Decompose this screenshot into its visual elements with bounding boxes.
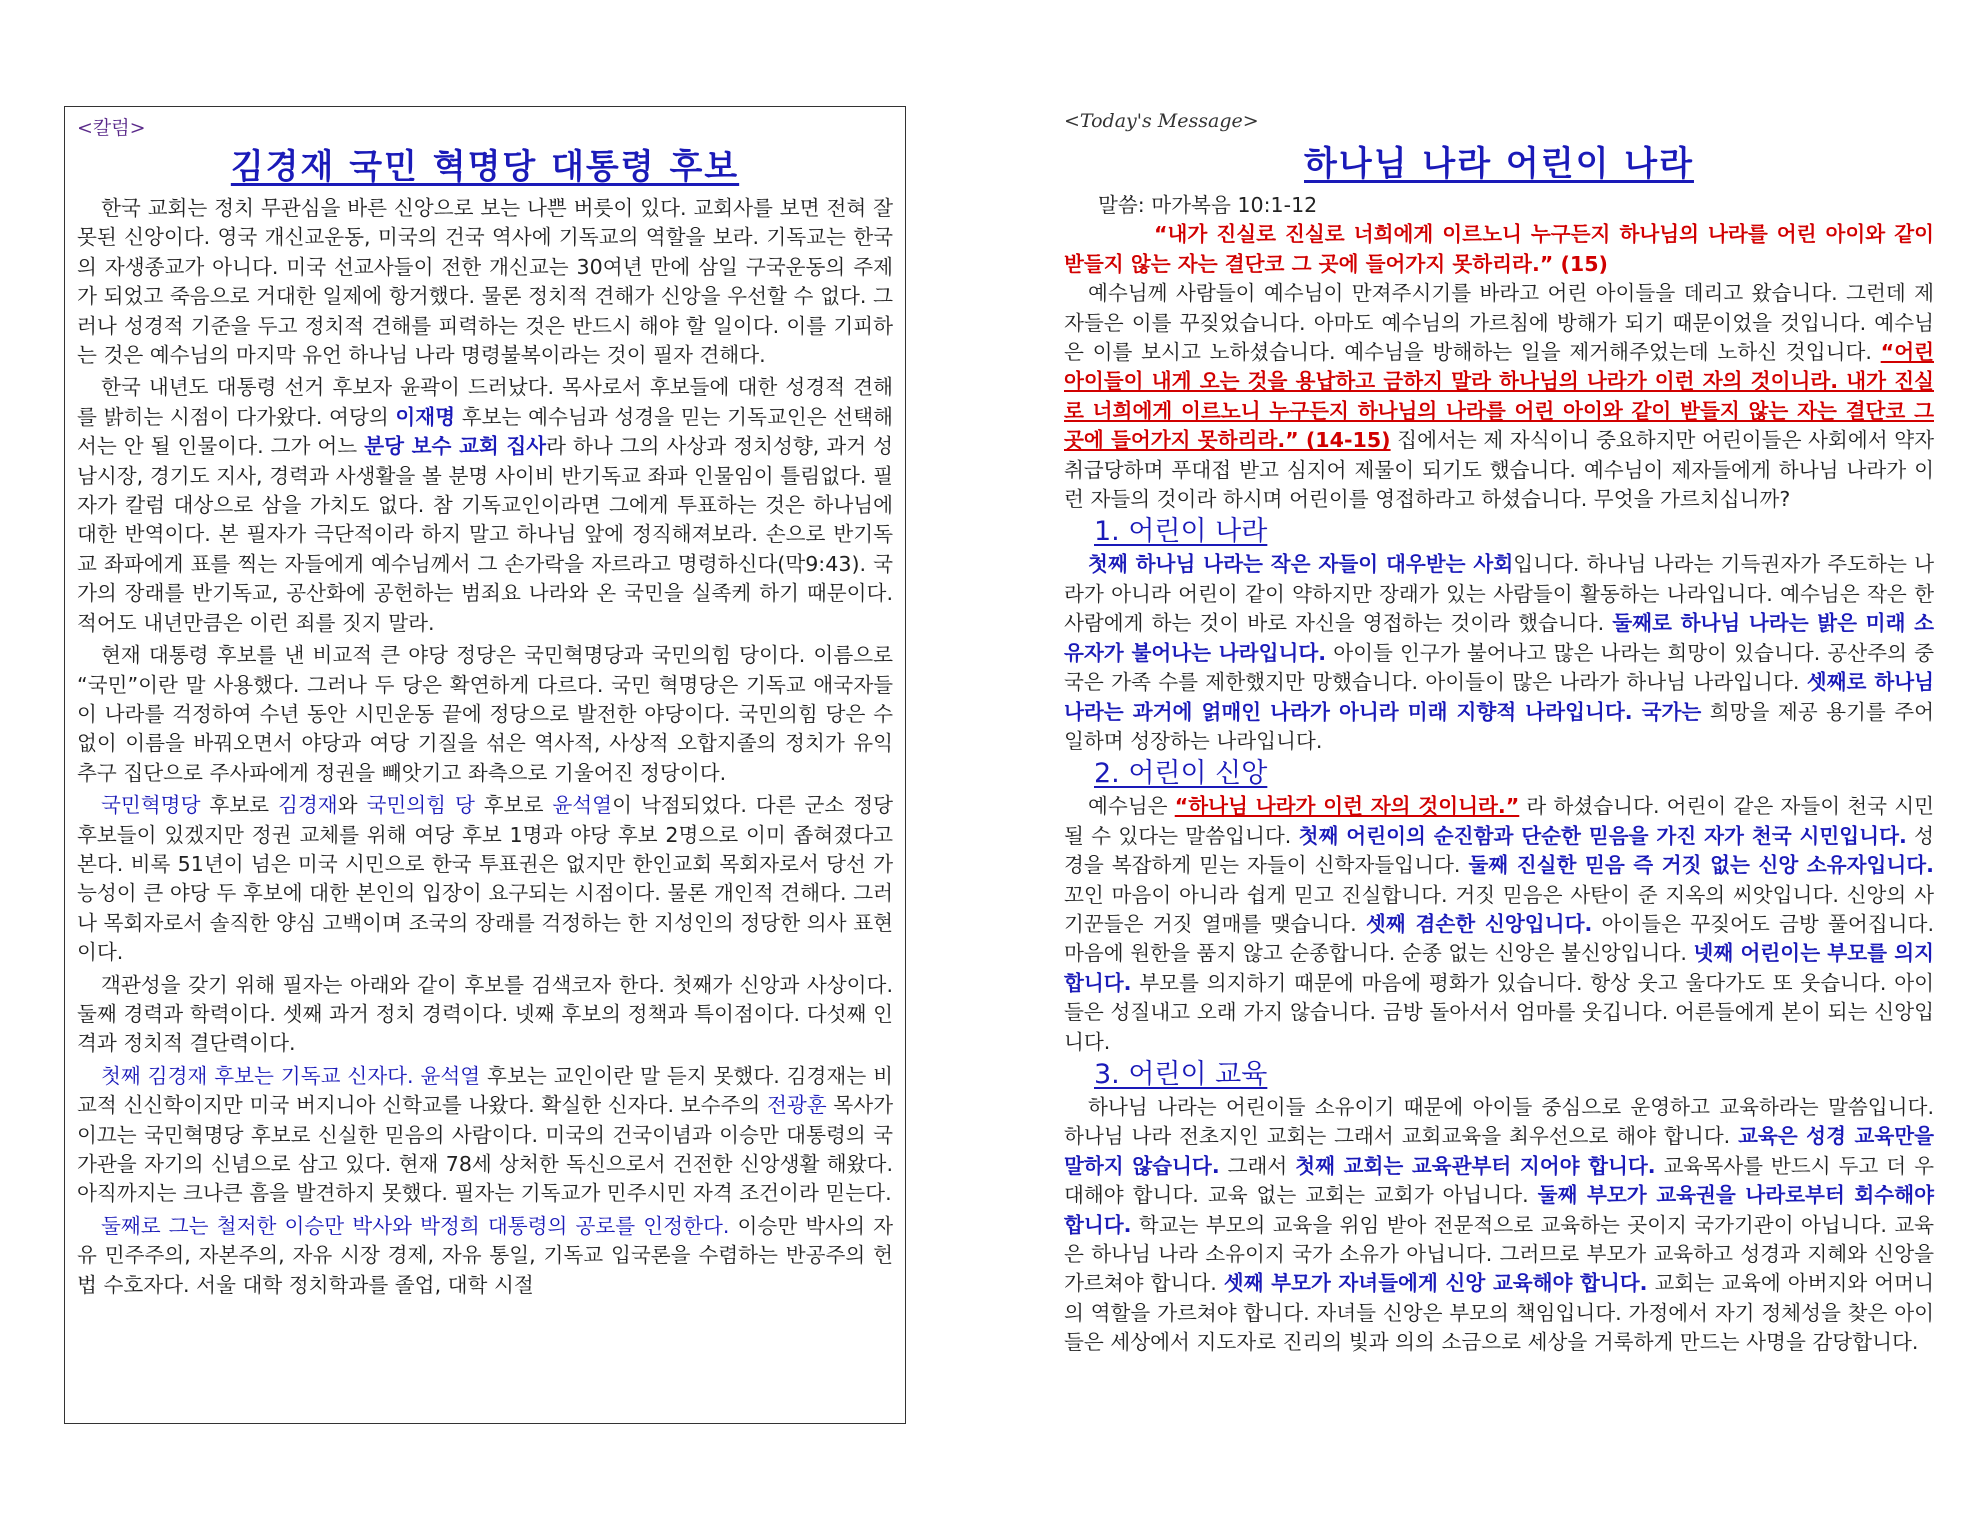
section-3-heading: 3. 어린이 교육 [1094,1058,1268,1090]
message-tag: <Today's Message> [1064,110,1259,132]
column-paragraph-6: 첫째 김경재 후보는 기독교 신자다. 윤석열 후보는 교인이란 말 듣지 못했다. 김경재는 비교적 신신학이지만 미국 버지니아 신학교를 나왔다. 확실한 신자다. 보수주의 전광훈 목사가 이끄는 국민혁명당 후보로 신실한 믿음의 사람이다. 미국의 건국이념과 이승만 대통령의 국가관을 자기의 신념으로 삼고 있다. 현재 78세 상처한 독신으로서 건전한 신앙생활 해왔다. 아직까지는 크나큰 흠을 발견하지 못했다. 필자는 기독교가 민주시민 자격 조건이라 믿는다. [77,1063,894,1206]
section-2-body: 예수님은 “하나님 나라가 이런 자의 것이니라.” 라 하셨습니다. 어린이 같은 자들이 천국 시민 될 수 있다는 말씀입니다. 첫째 어린이의 순진함과 단순한 믿음을 가진 자가 천국 시민입니다. 성경을 복잡하게 믿는 자들이 신학자들입니다. 둘째 진실한 믿음 즉 거짓 없는 신앙 소유자입니다. 꼬인 마음이 아니라 쉽게 믿고 진실합니다. 거짓 믿음은 사탄이 준 지옥의 씨앗입니다. 신앙의 사기꾼들은 거짓 열매를 맺습니다. 셋째 겸손한 신앙입니다. 아이들은 꾸짖어도 금방 풀어집니다. 마음에 원한을 품지 않고 순종합니다. 순종 없는 신앙은 불신앙입니다. 넷째 어린이는 부모를 의지합니다. 부모를 의지하기 때문에 마음에 평화가 있습니다. 항상 웃고 울다가도 또 웃습니다. 아이들은 성질내고 오래 가지 않습니다. 금방 돌아서서 엄마를 웃깁니다. 어른들에게 본이 되는 신앙입니다. [1064,794,1934,1054]
section-2-heading: 2. 어린이 신앙 [1094,758,1268,790]
message-page [1064,106,1934,1424]
column-tag: <칼럼> [77,117,146,139]
message-intro: 예수님께 사람들이 예수님이 만져주시기를 바라고 어린 아이들을 데리고 왔습니다. 그런데 제자들은 이를 꾸짖었습니다. 아마도 예수님의 가르침에 방해가 되기 때문이었을 것입니다. 예수님은 이를 보시고 노하셨습니다. 예수님을 방해하는 일을 제거해주었는데 노하신 것입니다. “어린 아이들이 내게 오는 것을 용납하고 금하지 말라 하나님의 나라가 이런 자의 것이니라. 내가 진실로 너희에게 이르노니 누구든지 하나님의 나라를 어린 아이와 같이 받들지 않는 자는 결단코 그 곳에 들어가지 못하리라.” (14-15) 집에서는 제 자식이니 중요하지만 어린이들은 사회에서 약자 취급당하며 푸대접 받고 심지어 제물이 되기도 했습니다. 예수님이 제자들에게 하나님 나라가 이런 자들의 것이라 하시며 어린이를 영접하라고 하셨습니다. 무엇을 가르치십니까? [1064,281,1934,512]
section-3-body: 하나님 나라는 어린이들 소유이기 때문에 아이들 중심으로 운영하고 교육하라는 말씀입니다. 하나님 나라 전초지인 교회는 그래서 교회교육을 최우선으로 해야 합니다. 교육은 성경 교육만을 말하지 않습니다. 그래서 첫째 교회는 교육관부터 지어야 합니다. 교육목사를 반드시 두고 더 우대해야 합니다. 교육 없는 교회는 교회가 아닙니다. 둘째 부모가 교육권을 나라로부터 회수해야 합니다. 학교는 부모의 교육을 위임 받아 전문적으로 교육하는 곳이지 국가기관이 아닙니다. 교육은 하나님 나라 소유이지 국가 소유가 아닙니다. 그러므로 부모가 교육하고 성경과 지혜와 신앙을 가르쳐야 합니다. 셋째 부모가 자녀들에게 신앙 교육해야 합니다. 교회는 교육에 아버지와 어머니의 역할을 가르쳐야 합니다. 자녀들 신앙은 부모의 책임입니다. 가정에서 자기 정체성을 찾은 아이들은 세상에서 지도자로 진리의 빛과 의의 소금으로 세상을 거룩하게 만드는 사명을 감당합니다. [1064,1094,1935,1355]
message-title: 하나님 나라 어린이 나라 [1304,144,1694,184]
section-1-body: 첫째 하나님 나라는 작은 자들이 대우받는 사회입니다. 하나님 나라는 기득권자가 주도하는 나라가 아니라 어린이 같이 약하지만 장래가 있는 사람들이 활동하는 나라입니다. 예수님은 작은 한 사람에게 하는 것이 바로 자신을 영접하는 것이라 했습니다. 둘째로 하나님 나라는 밝은 미래 소유자가 불어나는 나라입니다. 아이들 인구가 불어나고 많은 나라는 희망이 있습니다. 공산주의 중국은 가족 수를 제한했지만 망했습니다. 아이들이 많은 나라가 하나님 나라입니다. 셋째로 하나님 나라는 과거에 얽매인 나라가 아니라 미래 지향적 나라입니다. 국가는 희망을 제공 용기를 주어 일하며 성장하는 나라입니다. [1064,552,1935,753]
key-verse: “내가 진실로 진실로 너희에게 이르노니 누구든지 하나님의 나라를 어린 아이와 같이 받들지 않는 자는 결단코 그 곳에 들어가지 못하리라.” (15) [1064,222,1934,276]
column-title: 김경재 국민 혁명당 대통령 후보 [230,147,740,187]
column-paragraph-3: 현재 대통령 후보를 낸 비교적 큰 야당 정당은 국민혁명당과 국민의힘 당이다. 이름으로 “국민”이란 말 사용했다. 그러나 두 당은 확연하게 다르다. 국민 혁명당은 기독교 애국자들이 나라를 걱정하여 수년 동안 시민운동 끝에 정당으로 발전한 야당이다. 국민의힘 당은 수없이 이름을 바꿔오면서 야당과 여당 기질을 섞은 역사적, 사상적 오합지졸의 정치가 유익 추구 집단으로 주사파에게 정권을 빼앗기고 좌측으로 기울어진 정당이다. [77,643,893,785]
section-1-heading: 1. 어린이 나라 [1094,516,1268,548]
column-paragraph-4: 국민혁명당 후보로 김경재와 국민의힘 당 후보로 윤석열이 낙점되었다. 다른 군소 정당 후보들이 있겠지만 정권 교체를 위해 여당 후보 1명과 야당 후보 2명으로 이미 좁혀졌다고 본다. 비록 51년이 넘은 미국 시민으로 한국 투표권은 없지만 한인교회 목회자로서 당선 가능성이 큰 야당 두 후보에 대한 본인의 입장이 요구되는 시점이다. 물론 개인적 견해다. 그러나 목회자로서 솔직한 양심 고백이며 조국의 장래를 걱정하는 한 지성인의 정당한 의사 표현이다. [77,793,893,965]
column-paragraph-5: 객관성을 갖기 위해 필자는 아래와 같이 후보를 검색코자 한다. 첫째가 신앙과 사상이다. 둘째 경력과 학력이다. 셋째 과거 정치 경력이다. 넷째 후보의 정책과 특이점이다. 다섯째 인격과 정치적 결단력이다. [77,972,893,1056]
scripture-reference: 말씀: 마가복음 10:1-12 [1098,193,1318,217]
column-paragraph-1: 한국 교회는 정치 무관심을 바른 신앙으로 보는 나쁜 버릇이 있다. 교회사를 보면 전혀 잘못된 신앙이다. 영국 개신교운동, 미국의 건국 역사에 기독교의 역할을 보라. 기독교는 한국의 자생종교가 아니다. 미국 선교사들이 전한 개신교는 30여년 만에 삼일 구국운동의 주제가 되었고 죽음으로 거대한 일제에 항거했다. 물론 정치적 견해가 신앙을 우선할 수 없다. 그러나 성경적 기준을 두고 정치적 견해를 피력하는 것은 반드시 해야 할 일이다. 이를 기피하는 것은 예수님의 마지막 유언 하나님 나라 명령불복이라는 것이 필자 견해다. [77,196,893,368]
column-paragraph-7: 둘째로 그는 철저한 이승만 박사와 박정희 대통령의 공로를 인정한다. 이승만 박사의 자유 민주주의, 자본주의, 자유 시장 경제, 자유 통일, 기독교 입국론을 수렴하는 반공주의 헌법 수호자다. 서울 대학 정치학과를 졸업, 대학 시절 [77,1213,893,1297]
column-paragraph-2: 한국 내년도 대통령 선거 후보자 윤곽이 드러났다. 목사로서 후보들에 대한 성경적 견해를 밝히는 시점이 다가왔다. 여당의 이재명 후보는 예수님과 성경을 믿는 기독교인은 선택해서는 안 될 인물이다. 그가 어느 분당 보수 교회 집사라 하나 그의 사상과 정치성향, 과거 성남시장, 경기도 지사, 경력과 사생활을 볼 분명 사이비 반기독교 좌파 인물임이 틀림없다. 필자가 칼럼 대상으로 삼을 가치도 없다. 참 기독교인이라면 그에게 투표하는 것은 하나님에 대한 반역이다. 본 필자가 극단적이라 하지 말고 하나님 앞에 정직해져보라. 손으로 반기독교 좌파에게 표를 찍는 자들에게 예수님께서 그 손가락을 자르라고 명령하신다(막9:43). 국가의 장래를 반기독교, 공산화에 공헌하는 범죄요 나라와 온 국민을 실족케 하기 때문이다. 적어도 내년만큼은 이런 죄를 짓지 말라. [77,375,893,635]
column-page [64,106,906,1424]
